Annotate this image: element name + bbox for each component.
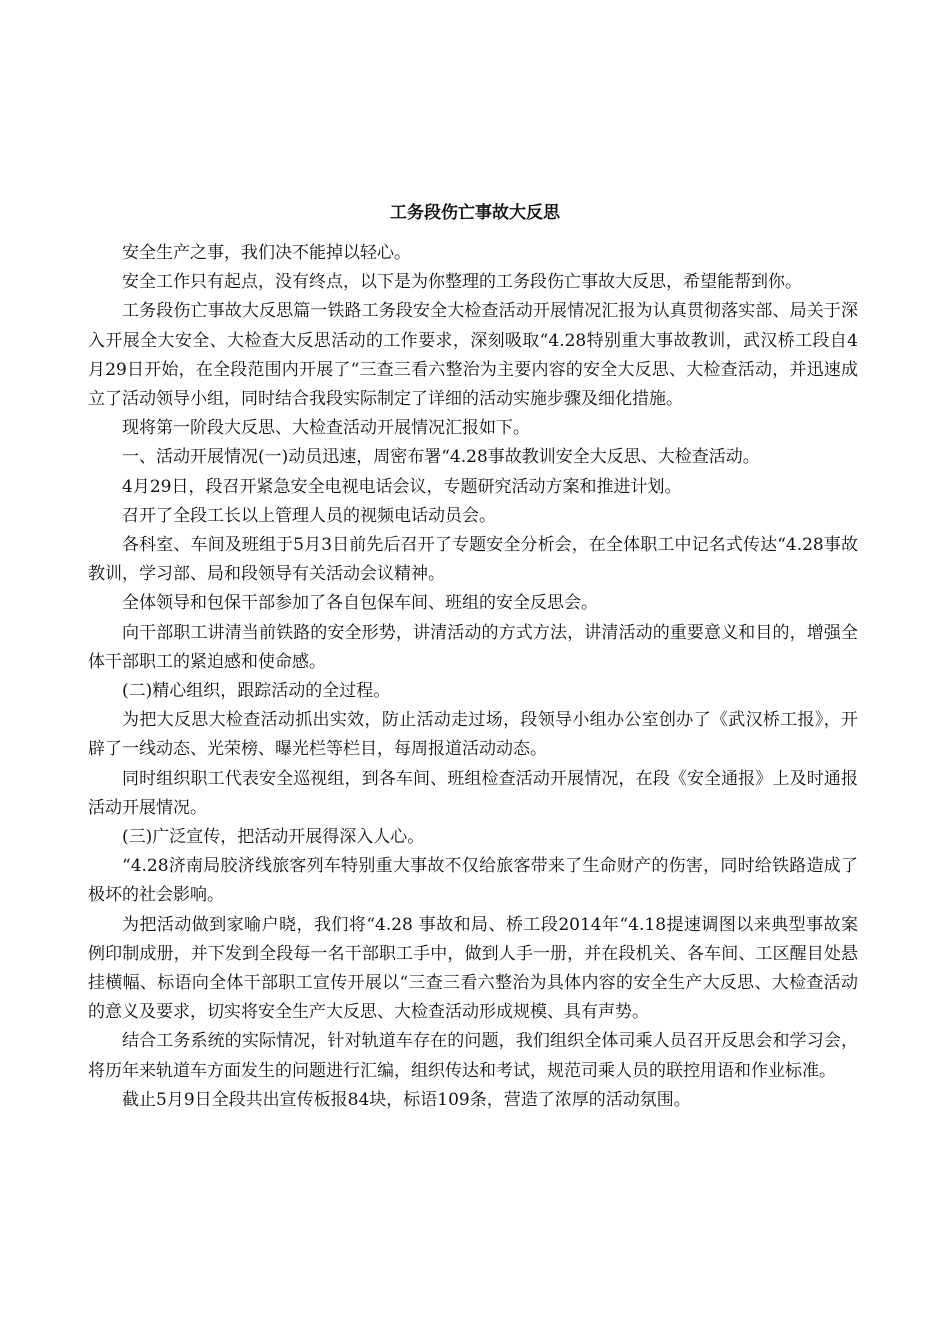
paragraph: 4月29日，段召开紧急安全电视电话会议，专题研究活动方案和推进计划。: [122, 476, 682, 497]
document-body: [88, 239, 858, 1115]
paragraph: 一、活动开展情况(一)动员迅速，周密布署“4.28事故教训安全大反思、大检查活动。: [122, 447, 760, 468]
paragraph: 召开了全段工长以上管理人员的视频电话动员会。: [122, 505, 496, 526]
paragraph: 全体领导和包保干部参加了各自包保车间、班组的安全反思会。: [122, 593, 598, 614]
paragraph: “4.28济南局胶济线旅客列车特别重大事故不仅给旅客带来了生命财产的伤害，同时给铁路造成了极坏的社会影响。: [88, 856, 858, 906]
paragraph: 安全工作只有起点，没有终点，以下是为你整理的工务段伤亡事故大反思，希望能帮到你。: [122, 272, 802, 293]
paragraph: (二)精心组织，跟踪活动的全过程。: [122, 681, 391, 702]
paragraph: 结合工务系统的实际情况，针对轨道车存在的问题，我们组织全体司乘人员召开反思会和学习会，将历年来轨道车方面发生的问题进行汇编，组织传达和考试，规范司乘人员的联控用语和作业标准。: [88, 1031, 858, 1081]
paragraph: 为把大反思大检查活动抓出实效，防止活动走过场，段领导小组办公室创办了《武汉桥工报》，开辟了一线动态、光荣榜、曝光栏等栏目，每周报道活动动态。: [88, 710, 858, 760]
paragraph: 为把活动做到家喻户晓，我们将“4.28 事故和局、桥工段2014年“4.18提速调图以来典型事故案例印制成册，并下发到全段每一名干部职工手中，做到人手一册，并在段机关、各车间、工区醒目处悬挂横幅、标语向全体干部职工宣传开展以“三查三看六整治为具体内容的安全生产大反思、大检查活动的意义及要求，切实将安全生产大反思、大检查活动形成规模、具有声势。: [88, 914, 858, 1023]
paragraph: 向干部职工讲清当前铁路的安全形势，讲清活动的方式方法，讲清活动的重要意义和目的，增强全体干部职工的紧迫感和使命感。: [88, 622, 858, 672]
document-title: 工务段伤亡事故大反思: [390, 203, 560, 223]
paragraph: 现将第一阶段大反思、大检查活动开展情况汇报如下。: [122, 418, 530, 439]
paragraph: 同时组织职工代表安全巡视组，到各车间、班组检查活动开展情况，在段《安全通报》上及时通报活动开展情况。: [88, 768, 858, 818]
paragraph: 工务段伤亡事故大反思篇一铁路工务段安全大检查活动开展情况汇报为认真贯彻落实部、局关于深入开展全大安全、大检查大反思活动的工作要求，深刻吸取“4.28特别重大事故教训，武汉桥工段自4月29日开始，在全段范围内开展了“三查三看六整治为主要内容的安全大反思、大检查活动，并迅速成立了活动领导小组，同时结合我段实际制定了详细的活动实施步骤及细化措施。: [88, 301, 858, 410]
paragraph: 安全生产之事，我们决不能掉以轻心。: [122, 243, 411, 263]
paragraph: 截止5月9日全段共出宣传板报84块，标语109条，营造了浓厚的活动氛围。: [122, 1089, 691, 1110]
paragraph: (三)广泛宣传，把活动开展得深入人心。: [122, 827, 425, 848]
paragraph: 各科室、车间及班组于5月3日前先后召开了专题安全分析会，在全体职工中记名式传达“4.28事故教训，学习部、局和段领导有关活动会议精神。: [88, 535, 858, 585]
